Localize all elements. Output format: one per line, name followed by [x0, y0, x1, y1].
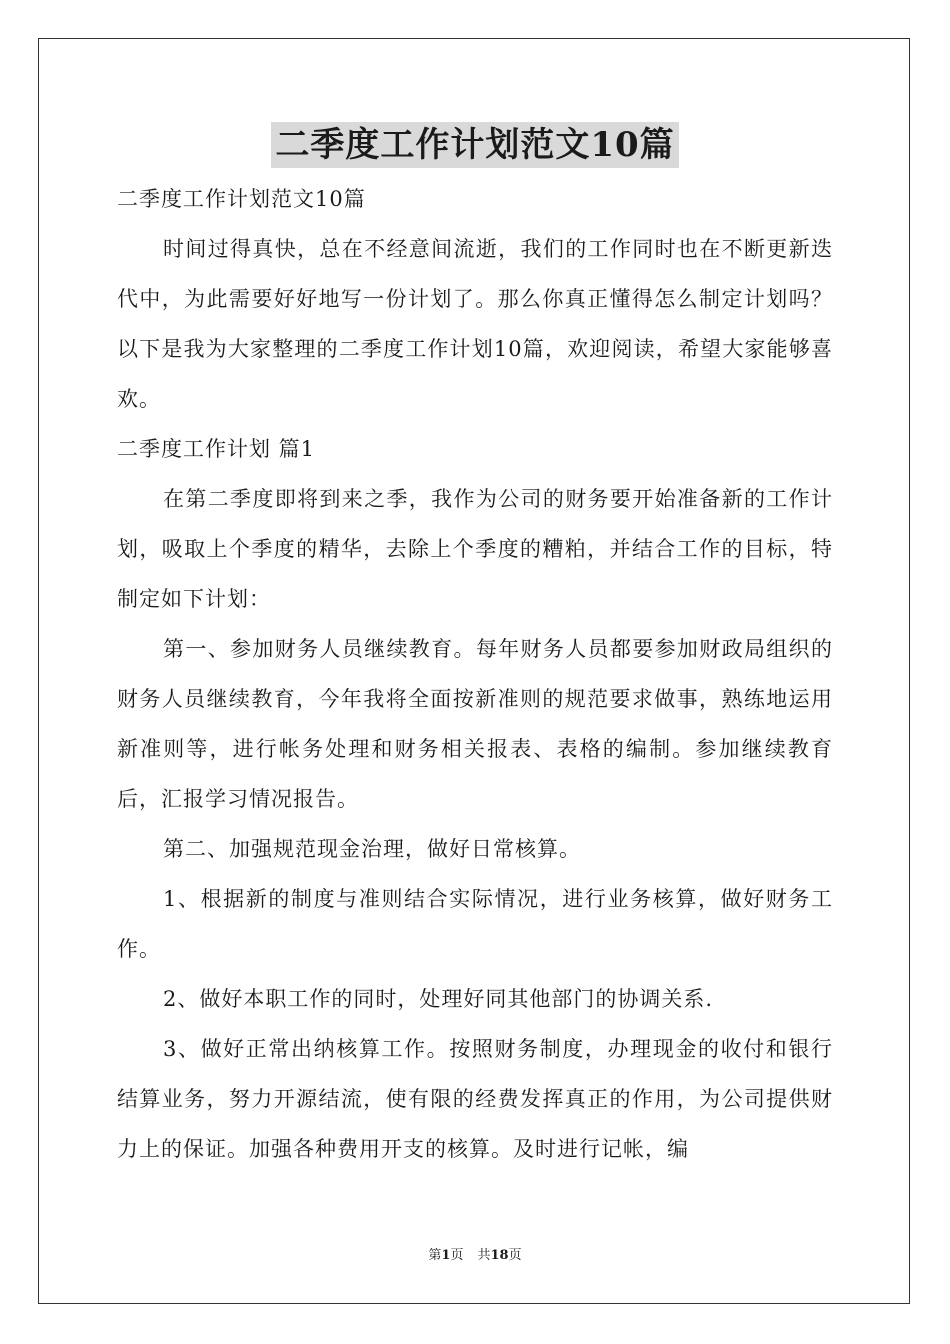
- total-suffix: 页: [508, 1248, 522, 1263]
- document-title: 二季度工作计划范文10篇: [271, 122, 678, 168]
- body-paragraph: 第一、参加财务人员继续教育。每年财务人员都要参加财政局组织的财务人员继续教育，今年我将全面按新准则的规范要求做事，熟练地运用新准则等，进行帐务处理和财务相关报表、表格的编制。参加继续教育后，汇报学习情况报告。: [117, 637, 833, 811]
- body-paragraph: 第二、加强规范现金治理，做好日常核算。: [163, 837, 581, 861]
- page-footer: [0, 1247, 950, 1265]
- list-item: 2、做好本职工作的同时，处理好同其他部门的协调关系.: [163, 987, 714, 1011]
- subtitle-line: 二季度工作计划范文10篇: [117, 187, 366, 211]
- document-body: [117, 174, 833, 1174]
- page-prefix: 第: [428, 1248, 442, 1263]
- list-item: 1、根据新的制度与准则结合实际情况，进行业务核算，做好财务工作。: [117, 887, 833, 961]
- current-page-number: 1: [441, 1248, 451, 1263]
- total-page-count: 18: [490, 1248, 509, 1263]
- list-item: 3、做好正常出纳核算工作。按照财务制度，办理现金的收付和银行结算业务，努力开源结流，使有限的经费发挥真正的作用，为公司提供财力上的保证。加强各种费用开支的核算。及时进行记帐，编: [117, 1037, 833, 1161]
- intro-paragraph: 时间过得真快，总在不经意间流逝，我们的工作同时也在不断更新迭代中，为此需要好好地写一份计划了。那么你真正懂得怎么制定计划吗？以下是我为大家整理的二季度工作计划10篇，欢迎阅读，希望大家能够喜欢。: [117, 237, 833, 411]
- section-heading: 二季度工作计划 篇1: [117, 437, 316, 461]
- title-area: [0, 122, 950, 168]
- body-paragraph: 在第二季度即将到来之季，我作为公司的财务要开始准备新的工作计划，吸取上个季度的精华，去除上个季度的糟粕，并结合工作的目标，特制定如下计划：: [117, 487, 833, 611]
- total-prefix: 共: [477, 1248, 491, 1263]
- page-suffix: 页: [450, 1248, 464, 1263]
